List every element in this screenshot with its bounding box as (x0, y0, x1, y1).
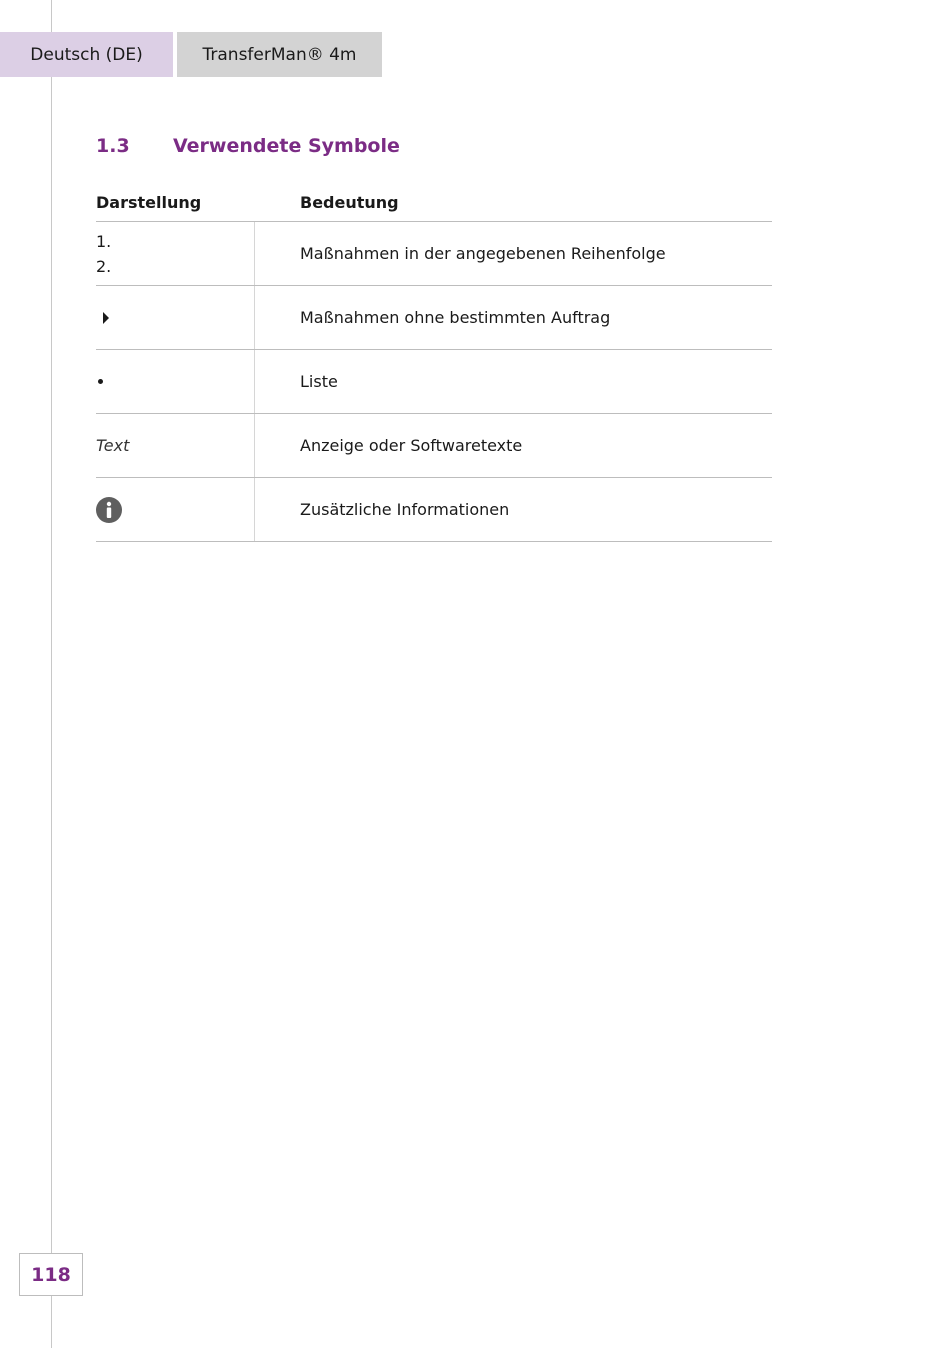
bullet-icon (98, 379, 103, 384)
info-icon (96, 497, 122, 523)
meaning-cell (300, 222, 666, 285)
page-number-box (19, 1253, 83, 1296)
step-number-1: 1. (96, 231, 112, 251)
meaning-text: Anzeige oder Softwaretexte (300, 436, 523, 455)
meaning-text: Maßnahmen in der angegebenen Reihenfolge (300, 244, 666, 263)
language-tab (0, 32, 173, 77)
page-number: 118 (31, 1263, 71, 1286)
step-number-2: 2. (96, 256, 112, 276)
table-row (96, 286, 772, 350)
software-text-sample: Text (96, 436, 130, 455)
table-row (96, 222, 772, 286)
column-header-meaning: Bedeutung (300, 193, 399, 212)
product-tab (177, 32, 382, 77)
left-margin-rule (51, 0, 52, 1348)
table-row (96, 350, 772, 414)
product-tab-label: TransferMan® 4m (202, 44, 357, 65)
column-divider (254, 222, 255, 285)
meaning-cell (300, 350, 338, 413)
column-header-representation: Darstellung (96, 193, 202, 212)
symbol-cell (96, 414, 246, 477)
column-divider (254, 350, 255, 413)
meaning-text: Maßnahmen ohne bestimmten Auftrag (300, 308, 611, 327)
section-title: Verwendete Symbole (173, 135, 400, 157)
symbol-cell (96, 350, 246, 413)
section-number: 1.3 (96, 135, 130, 157)
symbols-table (96, 186, 772, 542)
meaning-text: Zusätzliche Informationen (300, 500, 510, 519)
column-divider (254, 414, 255, 477)
meaning-cell (300, 478, 509, 541)
triangle-right-icon (103, 312, 109, 324)
symbol-cell (96, 222, 246, 285)
table-row (96, 478, 772, 542)
table-row (96, 414, 772, 478)
language-tab-label: Deutsch (DE) (30, 44, 143, 65)
symbol-cell (96, 478, 246, 541)
column-divider (254, 478, 255, 541)
table-header (96, 186, 772, 222)
meaning-cell (300, 414, 522, 477)
meaning-cell (300, 286, 610, 349)
meaning-text: Liste (300, 372, 338, 391)
symbol-cell (96, 286, 246, 349)
column-divider (254, 286, 255, 349)
